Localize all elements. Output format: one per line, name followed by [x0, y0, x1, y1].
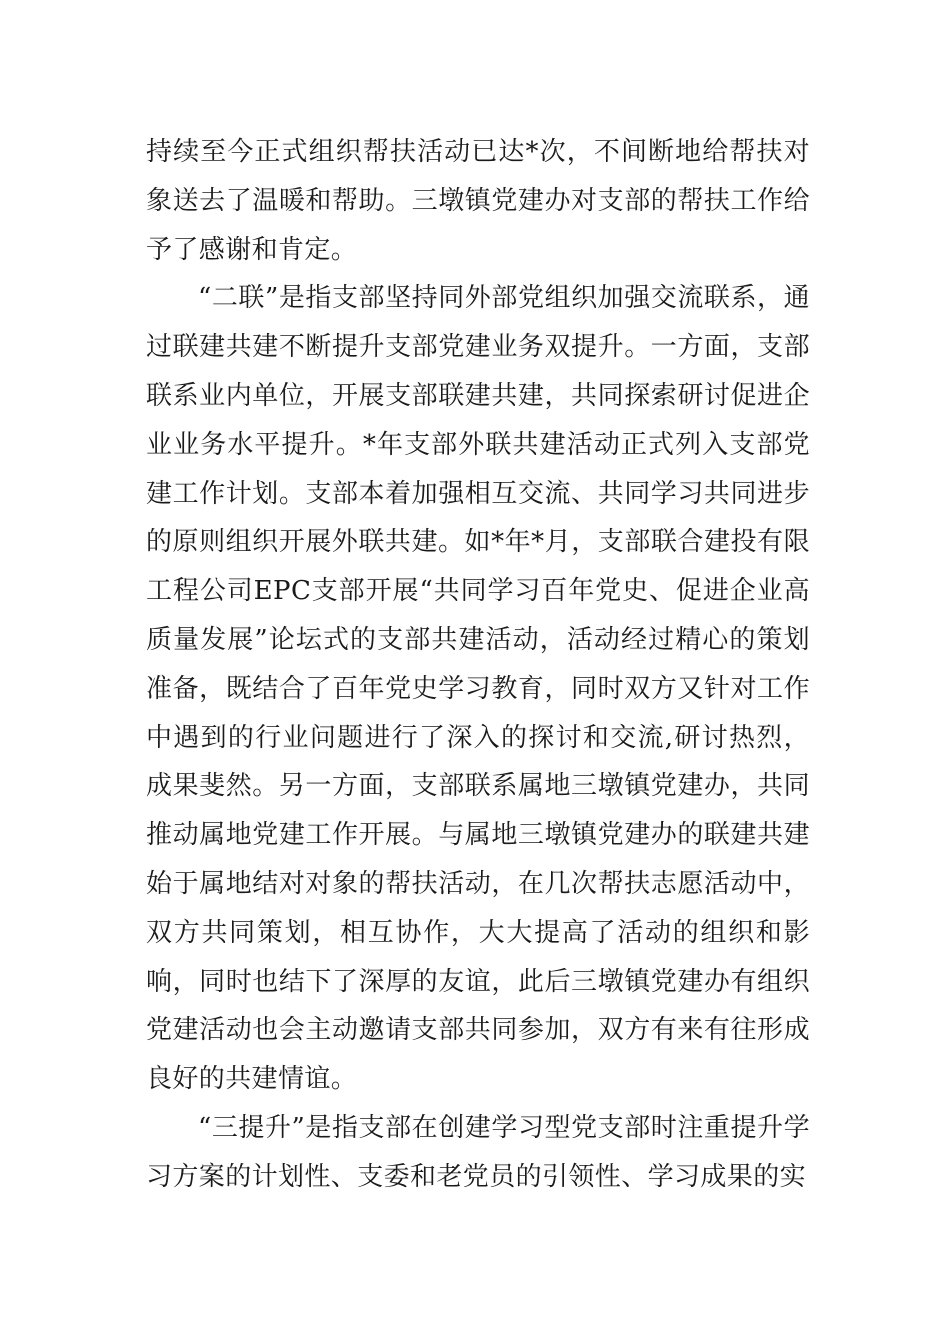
- paragraph-continued: 持续至今正式组织帮扶活动已达*次，不间断地给帮扶对象送去了温暖和帮助。三墩镇党建办对支部的帮扶工作给予了感谢和肯定。: [146, 137, 810, 265]
- paragraph-er-lian: “二联”是指支部坚持同外部党组织加强交流联系，通过联建共建不断提升支部党建业务双提升。一方面，支部联系业内单位，开展支部联建共建，共同探索研讨促进企业业务水平提升。*年支部外联共建活动正式列入支部党建工作计划。支部本着加强相互交流、共同学习共同进步的原则组织开展外联共建。如*年*月，支部联合建投有限工程公司EPC支部开展“共同学习百年党史、促进企业高质量发展”论坛式的支部共建活动，活动经过精心的策划准备，既结合了百年党史学习教育，同时双方又针对工作中遇到的行业问题进行了深入的探讨和交流,研讨热烈，成果斐然。另一方面，支部联系属地三墩镇党建办，共同推动属地党建工作开展。与属地三墩镇党建办的联建共建始于属地结对对象的帮扶活动，在几次帮扶志愿活动中，双方共同策划，相互协作，大大提高了活动的组织和影响，同时也结下了深厚的友谊，此后三墩镇党建办有组织党建活动也会主动邀请支部共同参加，双方有来有往形成良好的共建情谊。: [146, 283, 810, 1095]
- document-body: [146, 128, 810, 1202]
- paragraph-san-tisheng: “三提升”是指支部在创建学习型党支部时注重提升学习方案的计划性、支委和老党员的引领性、学习成果的实: [146, 1112, 810, 1192]
